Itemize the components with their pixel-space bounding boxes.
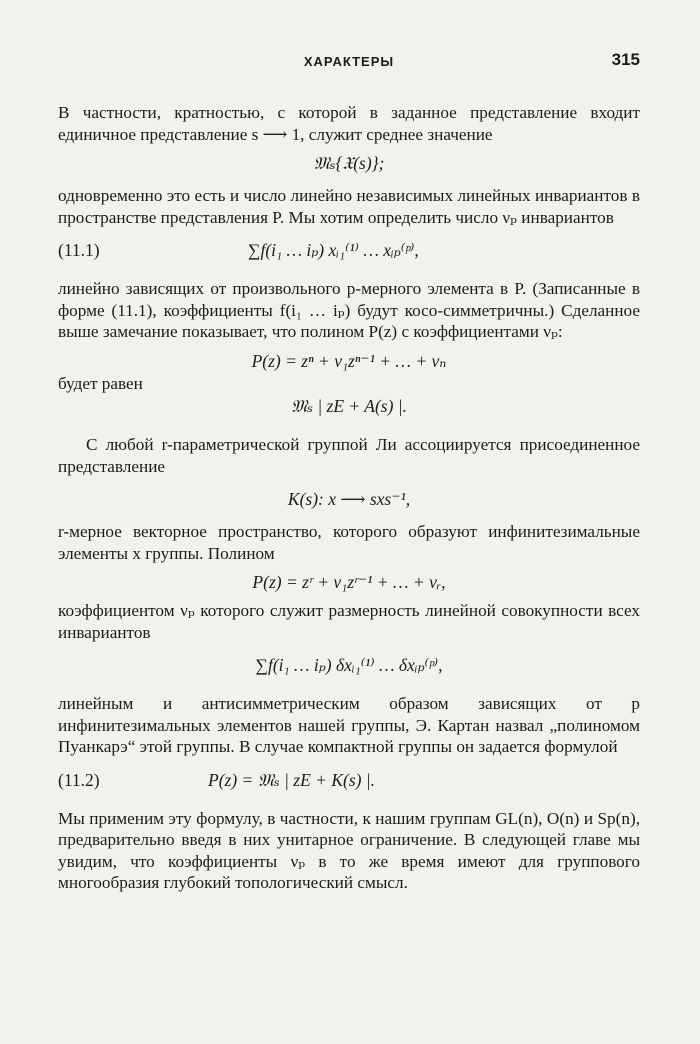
formula-polynomial-r: P(z) = zʳ + ν₁zʳ⁻¹ + … + νᵣ, (252, 572, 446, 592)
formula-polynomial-n: P(z) = zⁿ + ν₁zⁿ⁻¹ + … + νₙ (251, 350, 447, 371)
equation-11-2 (58, 768, 640, 792)
page-header (58, 50, 640, 80)
paragraph-3: линейно зависящих от произвольного p-мерного элемента в P. (Записанные в форме (11.1), коэффициенты f(i₁ … iₚ) будут косо-симметричны.) Сделанное выше замечание показывает, что полином P(z) с коэффициентами νₚ: (58, 279, 640, 341)
paragraph-5: С любой r-параметрической группой Ли ассоциируется присоединенное представление (58, 435, 640, 476)
running-title: ХАРАКТЕРЫ (303, 54, 395, 69)
equation-body: P(z) = 𝔐ₛ | zE + K(s) |. (208, 769, 376, 790)
page-body (58, 102, 640, 894)
paragraph-4: будет равен (58, 373, 143, 393)
page-number: 315 (611, 50, 640, 69)
paragraph-6: r-мерное векторное пространство, которого образуют инфинитезимальные элементы x группы. Полином (58, 522, 640, 563)
formula-invariants-sum: ∑f(i₁ … iₚ) δxᵢ₁⁽¹⁾ … δxᵢₚ⁽ᵖ⁾, (255, 655, 443, 675)
paragraph-7: коэффициентом νₚ которого служит размерность линейной совокупности всех инвариантов (58, 601, 640, 642)
formula-adjoint-representation: K(s): x ⟶ sxs⁻¹, (287, 489, 411, 509)
paragraph-8: линейным и антисимметрическим образом зависящих от p инфинитезимальных элементов нашей группы, Э. Картан назвал „полиномом Пуанкарэ“ этой группы. В случае компактной группы он задается формулой (58, 694, 640, 756)
paragraph-2: одновременно это есть и число линейно независимых линейных инвариантов в пространстве представления P. Мы хотим определить число νₚ инвариантов (58, 186, 640, 227)
paragraph-9: Мы применим эту формулу, в частности, к нашим группам GL(n), O(n) и Sp(n), предварительно введя в них унитарное ограничение. В следующей главе мы увидим, что коэффициенты νₚ в то же время имеют для группового многообразия глубокий топологический смысл. (58, 808, 640, 892)
equation-11-1 (58, 238, 640, 262)
equation-number: (11.2) (58, 769, 100, 790)
equation-number: (11.1) (58, 240, 100, 260)
formula-mean-character: 𝔐ₛ{𝔛(s)}; (313, 153, 385, 173)
equation-body: ∑f(i₁ … iₚ) xᵢ₁⁽¹⁾ … xᵢₚ⁽ᵖ⁾, (248, 240, 419, 260)
book-page (58, 50, 640, 894)
paragraph-1: В частности, кратностью, с которой в заданное представление входит единичное представление s ⟶ 1, служит среднее значение (58, 103, 640, 144)
formula-mean-determinant: 𝔐ₛ | zE + A(s) |. (290, 396, 408, 416)
